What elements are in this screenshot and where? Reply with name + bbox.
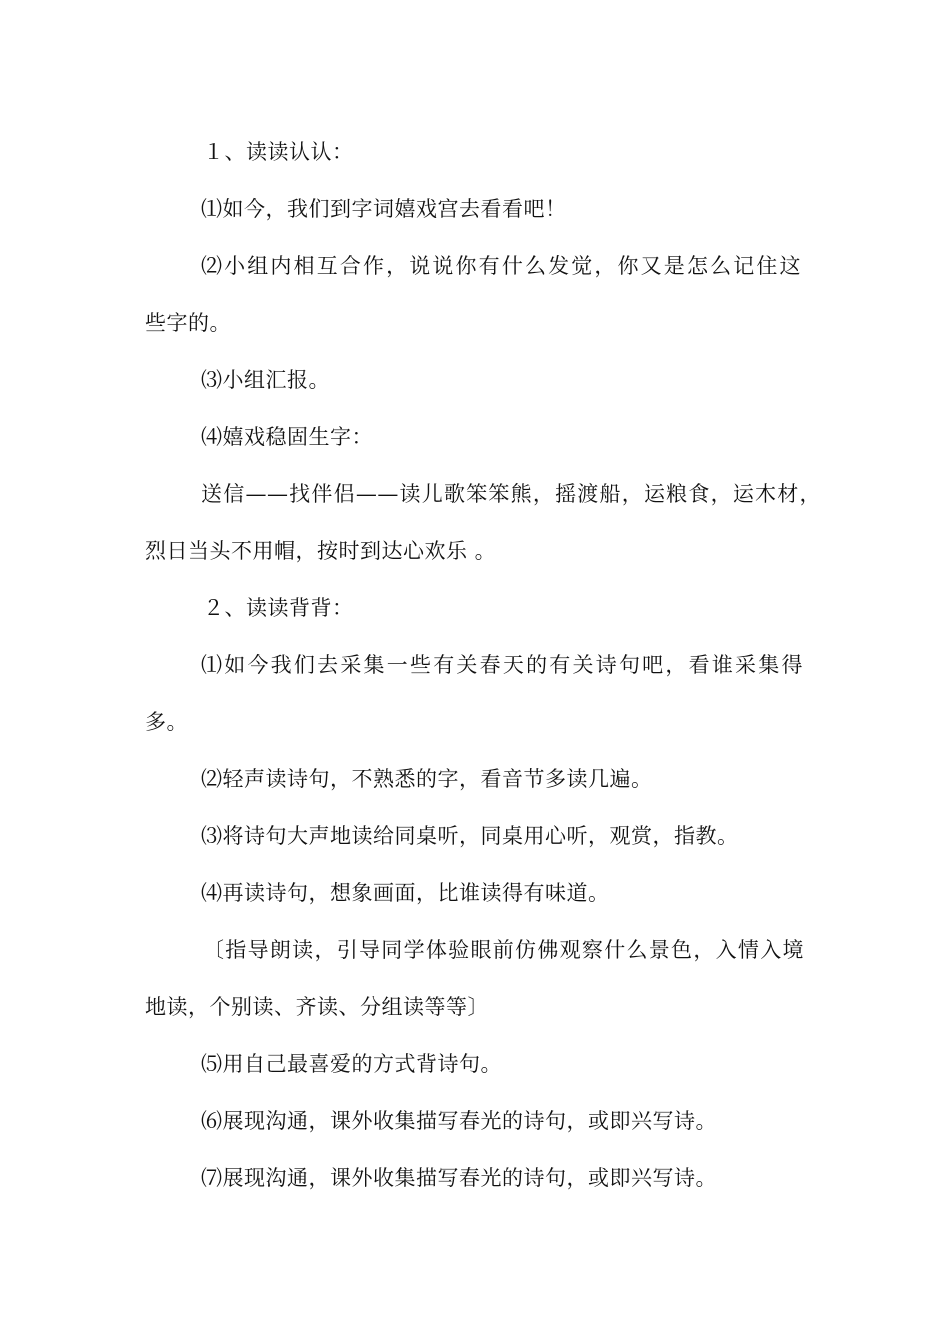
recite-item-1-line-1: ⑴如今我们去采集一些有关春天的有关诗句吧，看谁采集得 xyxy=(201,653,803,677)
recite-item-3: ⑶将诗句大声地读给同桌听，同桌用心听，观赏，指教。 xyxy=(201,824,739,848)
recite-item-5: ⑸用自己最喜爱的方式背诗句。 xyxy=(201,1052,502,1076)
guidance-note-line-1: 〔指导朗读，引导同学体验眼前仿佛观察什么景色，入情入境 xyxy=(203,938,804,962)
game-description-line-2: 烈日当头不用帽，按时到达心欢乐 。 xyxy=(145,539,497,563)
paragraph-item-3: ⑶小组汇报。 xyxy=(201,368,330,392)
section-heading-read-recite: ２、读读背背： xyxy=(203,596,354,620)
recite-item-2: ⑵轻声读诗句，不熟悉的字，看音节多读几遍。 xyxy=(201,767,653,791)
recite-item-1-line-2: 多。 xyxy=(145,710,188,734)
section-heading-read-recognize: １、读读认认： xyxy=(203,140,354,164)
recite-item-7: ⑺展现沟通，课外收集描写春光的诗句，或即兴写诗。 xyxy=(201,1166,717,1190)
recite-item-6: ⑹展现沟通，课外收集描写春光的诗句，或即兴写诗。 xyxy=(201,1109,717,1133)
guidance-note-line-2: 地读，个别读、齐读、分组读等等〕 xyxy=(145,995,489,1019)
paragraph-item-4: ⑷嬉戏稳固生字： xyxy=(201,425,373,449)
game-description-line-1: 送信——找伴侣——读儿歌笨笨熊，摇渡船，运粮食，运木材， xyxy=(201,482,821,506)
paragraph-item-2-line-2: 些字的。 xyxy=(145,311,231,335)
paragraph-item-2-line-1: ⑵小组内相互合作，说说你有什么发觉，你又是怎么记住这 xyxy=(201,254,801,278)
paragraph-item-1: ⑴如今，我们到字词嬉戏宫去看看吧！ xyxy=(201,197,567,221)
recite-item-4: ⑷再读诗句，想象画面，比谁读得有味道。 xyxy=(201,881,610,905)
